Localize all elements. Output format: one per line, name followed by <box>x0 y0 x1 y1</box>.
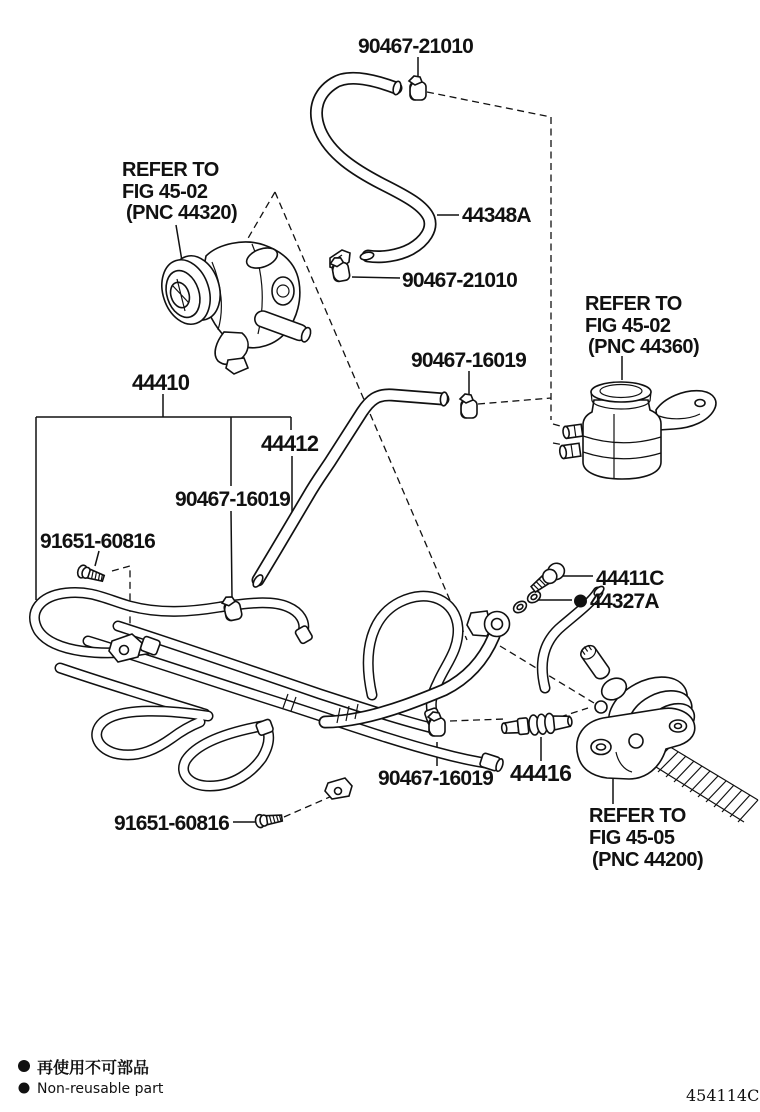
gasket-rings-drawing <box>511 589 542 615</box>
hose-clamp-drawing-lower <box>428 712 445 736</box>
legend-marker-en-icon <box>19 1083 30 1094</box>
callout-union-bolt: 44411C <box>596 567 664 590</box>
bolt-drawing-upper <box>76 564 105 585</box>
callout-hose-return: 44412 <box>261 431 319 456</box>
refer-reservoir-line1: REFER TO <box>585 293 682 315</box>
callout-hose-upper: 44348A <box>462 204 531 227</box>
steering-gear-drawing <box>577 642 758 822</box>
hose-44348A-drawing <box>316 78 430 261</box>
callout-clamp-upper-right: 90467-16019 <box>411 349 526 372</box>
union-bolt-drawing <box>528 560 567 596</box>
callout-gasket: 44327A <box>590 590 659 613</box>
callout-clamp-left: 90467-16019 <box>175 488 290 511</box>
hose-clamp-drawing-upper-right <box>460 394 477 418</box>
refer-gear-line2: FIG 45-05 <box>589 827 675 849</box>
callout-clamp-lower: 90467-16019 <box>378 767 493 790</box>
legend-marker-jp-icon <box>18 1060 30 1072</box>
figure-number: 454114C <box>686 1086 760 1105</box>
reservoir-drawing <box>559 382 716 479</box>
refer-pump-line2: FIG 45-02 <box>122 181 208 203</box>
power-steering-pump-drawing <box>154 242 350 374</box>
refer-reservoir-line2: FIG 45-02 <box>585 315 671 337</box>
refer-reservoir-line3: (PNC 44360) <box>588 336 700 358</box>
callout-clamp-mid: 90467-21010 <box>402 269 517 292</box>
banjo-fitting-drawing <box>467 611 510 637</box>
callout-fitting: 44416 <box>510 760 572 786</box>
legend <box>18 1058 164 1097</box>
refer-pump-line1: REFER TO <box>122 159 219 181</box>
refer-pump-line3: (PNC 44320) <box>126 202 238 224</box>
callout-bolt-lower: 91651-60816 <box>114 812 229 835</box>
refer-gear-line3: (PNC 44200) <box>592 849 704 871</box>
refer-gear-line1: REFER TO <box>589 805 686 827</box>
callout-clamp-top: 90467-21010 <box>358 35 473 58</box>
bolt-drawing-lower <box>255 812 283 829</box>
callout-bolt-upper: 91651-60816 <box>40 530 155 553</box>
legend-jp-text: 再使用不可部品 <box>37 1058 150 1077</box>
legend-en-text: Non-reusable part <box>37 1081 164 1097</box>
fitting-44416-drawing <box>501 711 573 738</box>
callout-tube-assembly: 44410 <box>132 370 190 395</box>
hose-clamp-drawing-top <box>409 76 426 100</box>
hose-clamp-drawing-left <box>221 595 243 622</box>
non-reusable-marker-icon <box>574 595 587 608</box>
